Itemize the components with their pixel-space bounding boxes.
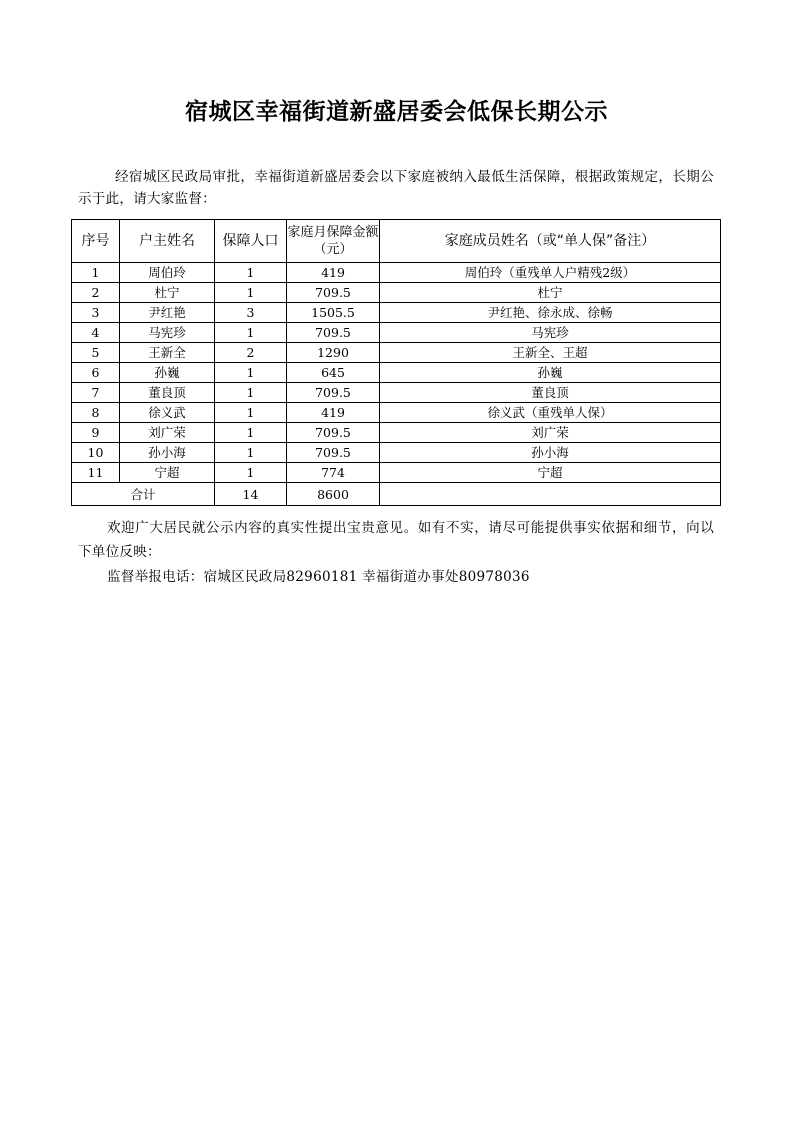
subsistence-roster-table (71, 219, 721, 506)
header-members: 家庭成员姓名（或“单人保”备注） (380, 220, 721, 263)
cell-head-name: 董良顶 (120, 383, 215, 403)
cell-members: 孙巍 (380, 363, 721, 383)
table-row (72, 403, 721, 423)
cell-seq: 4 (72, 323, 120, 343)
cell-amount: 774 (287, 463, 380, 483)
cell-head-name: 刘广荣 (120, 423, 215, 443)
cell-seq: 8 (72, 403, 120, 423)
cell-members: 董良顶 (380, 383, 721, 403)
cell-members: 马宪珍 (380, 323, 721, 343)
cell-seq: 10 (72, 443, 120, 463)
header-amount: 家庭月保障金额（元） (287, 220, 380, 263)
cell-amount: 709.5 (287, 283, 380, 303)
cell-population: 1 (215, 363, 287, 383)
cell-amount: 709.5 (287, 443, 380, 463)
cell-amount: 419 (287, 263, 380, 283)
cell-amount: 1505.5 (287, 303, 380, 323)
supervision-hotline: 监督举报电话：宿城区民政局82960181 幸福街道办事处80978036 (107, 569, 530, 585)
cell-head-name: 尹红艳 (120, 303, 215, 323)
cell-seq: 7 (72, 383, 120, 403)
cell-members: 徐义武（重残单人保） (380, 403, 721, 423)
header-head-name: 户主姓名 (120, 220, 215, 263)
cell-head-name: 宁超 (120, 463, 215, 483)
cell-population: 1 (215, 423, 287, 443)
cell-members: 宁超 (380, 463, 721, 483)
table-row (72, 303, 721, 323)
total-members (380, 483, 721, 506)
cell-members: 孙小海 (380, 443, 721, 463)
cell-members: 王新全、王超 (380, 343, 721, 363)
cell-head-name: 孙巍 (120, 363, 215, 383)
feedback-paragraph: 欢迎广大居民就公示内容的真实性提出宝贵意见。如有不实，请尽可能提供事实依据和细节，向以下单位反映： (78, 520, 714, 560)
cell-population: 1 (215, 263, 287, 283)
header-seq: 序号 (72, 220, 120, 263)
cell-seq: 5 (72, 343, 120, 363)
cell-head-name: 周伯玲 (120, 263, 215, 283)
total-label: 合计 (72, 483, 215, 506)
table-row (72, 463, 721, 483)
cell-population: 1 (215, 443, 287, 463)
cell-seq: 3 (72, 303, 120, 323)
table-row (72, 263, 721, 283)
table-row (72, 343, 721, 363)
cell-seq: 1 (72, 263, 120, 283)
table-row (72, 443, 721, 463)
table-row (72, 323, 721, 343)
cell-amount: 709.5 (287, 323, 380, 343)
cell-head-name: 徐义武 (120, 403, 215, 423)
cell-amount: 709.5 (287, 383, 380, 403)
cell-amount: 645 (287, 363, 380, 383)
cell-population: 3 (215, 303, 287, 323)
cell-amount: 709.5 (287, 423, 380, 443)
intro-paragraph: 经宿城区民政局审批，幸福街道新盛居委会以下家庭被纳入最低生活保障，根据政策规定，长期公示于此，请大家监督： (78, 169, 714, 207)
cell-population: 1 (215, 403, 287, 423)
header-population: 保障人口 (215, 220, 287, 263)
cell-members: 刘广荣 (380, 423, 721, 443)
cell-head-name: 马宪珍 (120, 323, 215, 343)
cell-amount: 419 (287, 403, 380, 423)
table-row (72, 283, 721, 303)
table-row (72, 363, 721, 383)
cell-head-name: 王新全 (120, 343, 215, 363)
table-row (72, 423, 721, 443)
cell-members: 周伯玲（重残单人户精残2级） (380, 263, 721, 283)
cell-seq: 6 (72, 363, 120, 383)
table-total-row (72, 483, 721, 506)
cell-head-name: 孙小海 (120, 443, 215, 463)
cell-amount: 1290 (287, 343, 380, 363)
cell-seq: 2 (72, 283, 120, 303)
cell-population: 1 (215, 383, 287, 403)
total-amount: 8600 (287, 483, 380, 506)
cell-head-name: 杜宁 (120, 283, 215, 303)
table-header-row (72, 220, 721, 263)
total-population: 14 (215, 483, 287, 506)
cell-population: 1 (215, 283, 287, 303)
cell-population: 1 (215, 463, 287, 483)
table-row (72, 383, 721, 403)
cell-seq: 11 (72, 463, 120, 483)
cell-members: 尹红艳、徐永成、徐畅 (380, 303, 721, 323)
cell-population: 2 (215, 343, 287, 363)
page-title: 宿城区幸福街道新盛居委会低保长期公示 (185, 98, 608, 125)
cell-seq: 9 (72, 423, 120, 443)
cell-members: 杜宁 (380, 283, 721, 303)
cell-population: 1 (215, 323, 287, 343)
